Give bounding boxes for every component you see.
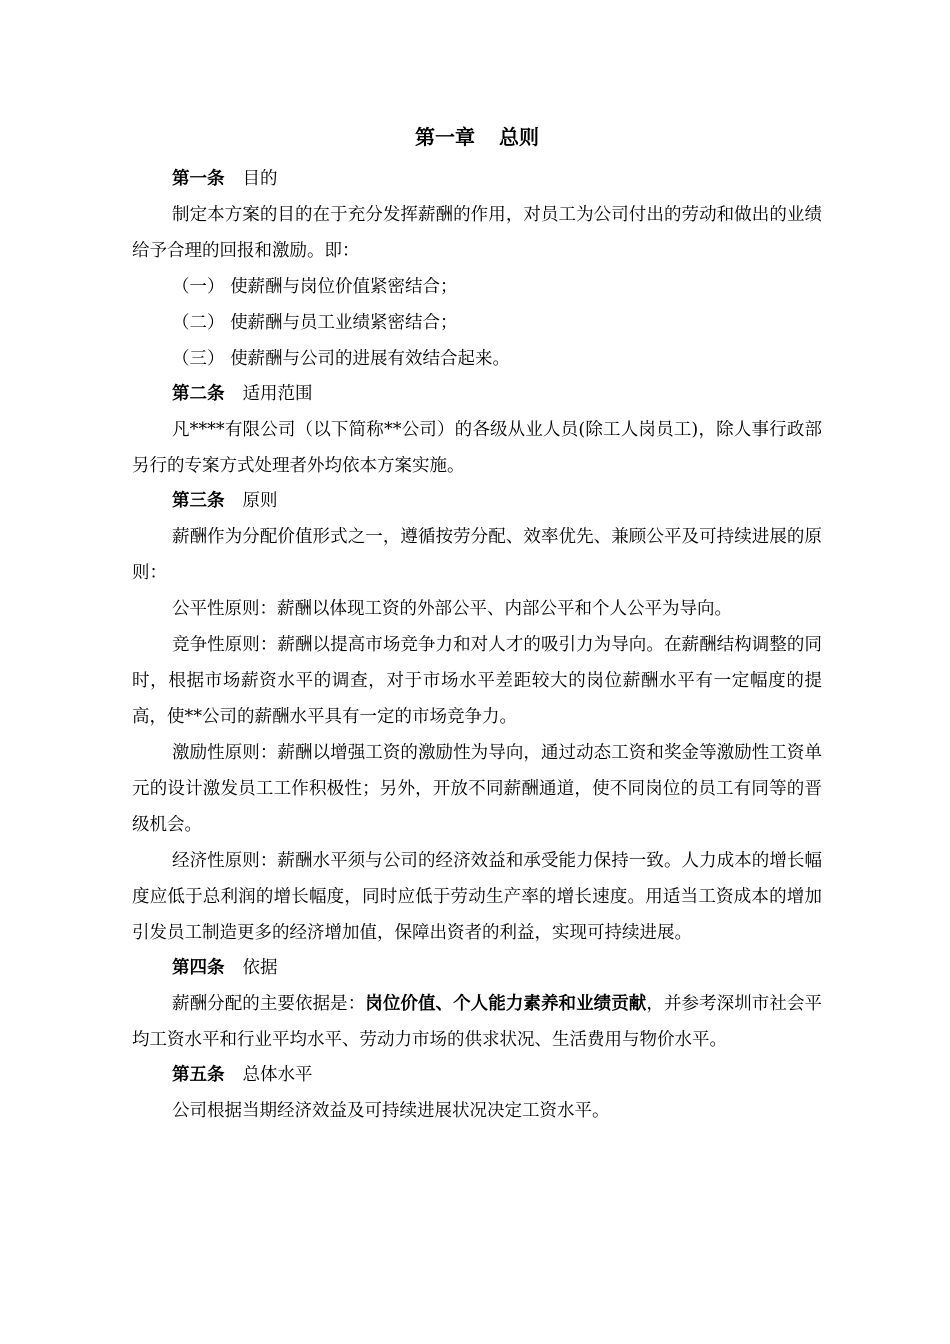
paragraph: 公司根据当期经济效益及可持续进展状况决定工资水平。	[172, 1101, 610, 1121]
article-title: 原则	[242, 491, 278, 511]
article-title: 适用范围	[242, 384, 313, 404]
paragraph: 激励性原则：薪酬以增强工资的激励性为导向，通过动态工资和奖金等激励性工资单元的设计激发员工工作积极性；另外，开放不同薪酬通道，使不同岗位的员工有同等的晋级机会。	[132, 743, 822, 835]
article-heading	[132, 484, 822, 519]
emphasized-text: 岗位价值、个人能力素养和业绩贡献	[365, 994, 647, 1014]
paragraph: 公平性原则：薪酬以体现工资的外部公平、内部公平和个人公平为导向。	[172, 599, 732, 619]
chapter-title	[132, 122, 822, 152]
paragraph: 经济性原则：薪酬水平须与公司的经济效益和承受能力保持一致。人力成本的增长幅度应低于总利润的增长幅度，同时应低于劳动生产率的增长速度。用适当工资成本的增加引发员工制造更多的经济增加值，保障出资者的利益，实现可持续进展。	[132, 851, 822, 943]
article-title: 依据	[242, 958, 278, 978]
paragraph: 薪酬作为分配价值形式之一，遵循按劳分配、效率优先、兼顾公平及可持续进展的原则：	[132, 527, 822, 583]
paragraph-suffix: ，并参考深圳市社会平均工资水平和行业平均水平、劳动力市场的供求状况、生活费用与物价水平。	[132, 994, 823, 1050]
article-label: 第二条	[172, 384, 225, 404]
article-5	[132, 1058, 822, 1129]
article-3	[132, 484, 822, 951]
article-label: 第五条	[172, 1065, 225, 1085]
article-heading	[132, 162, 822, 197]
article-title: 目的	[242, 169, 278, 189]
article-title: 总体水平	[242, 1065, 313, 1085]
paragraph-prefix: 薪酬分配的主要依据是：	[172, 994, 366, 1014]
article-heading	[132, 377, 822, 412]
article-label: 第一条	[172, 169, 225, 189]
article-1	[132, 162, 822, 377]
paragraph: 竞争性原则：薪酬以提高市场竞争力和对人才的吸引力为导向。在薪酬结构调整的同时，根据市场薪资水平的调查，对于市场水平差距较大的岗位薪酬水平有一定幅度的提高，使**公司的薪酬水平具有一定的市场竞争力。	[132, 635, 822, 727]
paragraph: 制定本方案的目的在于充分发挥薪酬的作用，对员工为公司付出的劳动和做出的业绩给予合理的回报和激励。即：	[132, 205, 822, 261]
list-item: （二） 使薪酬与员工业绩紧密结合；	[172, 313, 458, 333]
article-label: 第四条	[172, 958, 225, 978]
list-item: （一） 使薪酬与岗位价值紧密结合；	[172, 277, 458, 297]
article-label: 第三条	[172, 491, 225, 511]
article-heading	[132, 951, 822, 986]
chapter-name: 总则	[499, 125, 539, 149]
chapter-number: 第一章	[415, 125, 475, 149]
article-2	[132, 377, 822, 484]
article-4	[132, 951, 822, 1058]
paragraph	[132, 986, 822, 1058]
list-item: （三） 使薪酬与公司的进展有效结合起来。	[172, 349, 511, 369]
document-body	[132, 122, 822, 1129]
paragraph: 凡****有限公司（以下简称**公司）的各级从业人员(除工人岗员工)，除人事行政部另行的专案方式处理者外均依本方案实施。	[132, 420, 822, 476]
article-heading	[132, 1058, 822, 1093]
